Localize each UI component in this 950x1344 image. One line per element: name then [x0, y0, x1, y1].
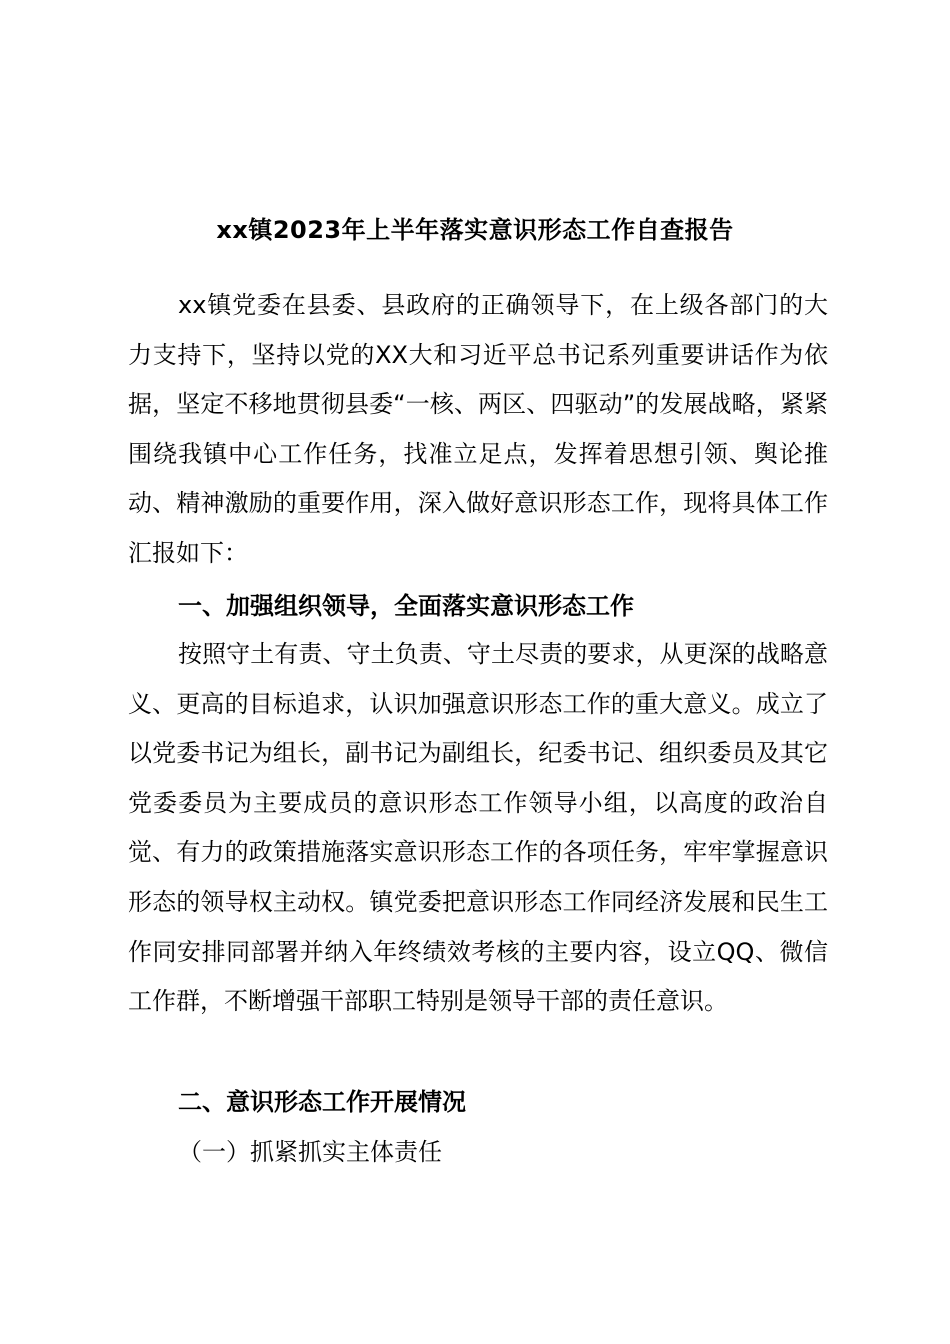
- document-title: xx镇2023年上半年落实意识形态工作自查报告: [216, 216, 734, 244]
- section-1-heading: 一、加强组织领导，全面落实意识形态工作: [178, 592, 634, 620]
- intro-paragraph: xx镇党委在县委、县政府的正确领导下，在上级各部门的大力支持下，坚持以党的XX大和习近平总书记系列重要讲话作为依据，坚定不移地贯彻县委“一核、两区、四驱动”的发展战略，紧紧围绕我镇中心工作任务，找准立足点，发挥着思想引领、舆论推动、精神激励的重要作用，深入做好意识形态工作，现将具体工作汇报如下：: [128, 291, 828, 567]
- section-1-paragraph: 按照守土有责、守土负责、守土尽责的要求，从更深的战略意义、更高的目标追求，认识加强意识形态工作的重大意义。成立了以党委书记为组长，副书记为副组长，纪委书记、组织委员及其它党委委员为主要成员的意识形态工作领导小组，以高度的政治自觉、有力的政策措施落实意识形态工作的各项任务，牢牢掌握意识形态的领导权主动权。镇党委把意识形态工作同经济发展和民生工作同安排同部署并纳入年终绩效考核的主要内容，设立QQ、微信工作群，不断增强干部职工特别是领导干部的责任意识。: [128, 640, 828, 1016]
- section-2-heading: 二、意识形态工作开展情况: [178, 1088, 466, 1116]
- subsection-1-heading: （一）抓紧抓实主体责任: [178, 1138, 442, 1166]
